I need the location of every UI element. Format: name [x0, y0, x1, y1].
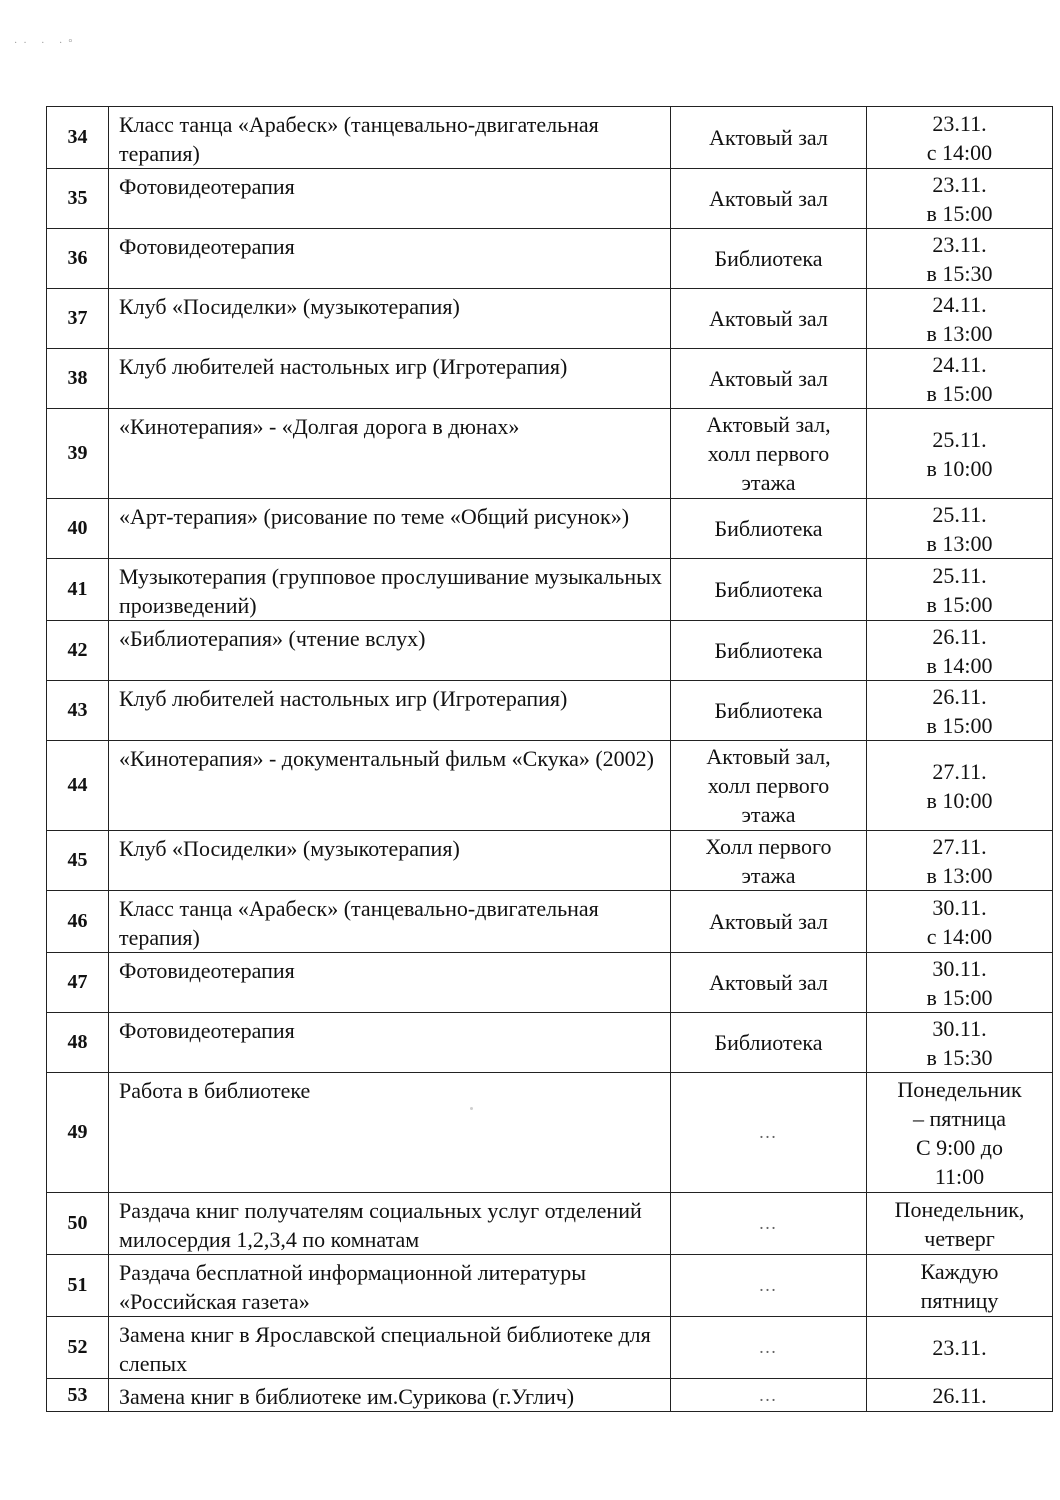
event-place: Библиотека	[671, 229, 867, 289]
event-date: 24.11. в 15:00	[867, 349, 1053, 409]
event-place: Библиотека	[671, 1013, 867, 1073]
event-date: 25.11. в 10:00	[867, 409, 1053, 499]
event-date: 26.11. в 14:00	[867, 621, 1053, 681]
event-place: Актовый зал	[671, 953, 867, 1013]
event-name: Раздача книг получателям социальных услуг отделений милосердия 1,2,3,4 по комнатам	[109, 1193, 671, 1255]
row-number: 39	[47, 409, 109, 499]
event-place: Холл первого этажа	[671, 831, 867, 891]
scan-artifact: ·· · ·°	[14, 38, 79, 49]
row-number: 43	[47, 681, 109, 741]
event-name: Раздача бесплатной информационной литературы «Российская газета»	[109, 1255, 671, 1317]
event-place: …	[671, 1317, 867, 1379]
table-row	[47, 289, 1053, 349]
event-name: Фотовидеотерапия	[109, 1013, 671, 1073]
event-name: «Кинотерапия» - документальный фильм «Скука» (2002)	[109, 741, 671, 831]
table-row	[47, 559, 1053, 621]
event-date: 23.11. в 15:00	[867, 169, 1053, 229]
event-place: Библиотека	[671, 499, 867, 559]
event-name: Клуб «Посиделки» (музыкотерапия)	[109, 289, 671, 349]
event-date: Каждую пятницу	[867, 1255, 1053, 1317]
event-name: Клуб «Посиделки» (музыкотерапия)	[109, 831, 671, 891]
row-number: 42	[47, 621, 109, 681]
table-row	[47, 107, 1053, 169]
event-name: Замена книг в библиотеке им.Сурикова (г.Углич)	[109, 1379, 671, 1412]
event-place: …	[671, 1255, 867, 1317]
event-date: 27.11. в 10:00	[867, 741, 1053, 831]
schedule-table	[46, 106, 1053, 1412]
table-row	[47, 1317, 1053, 1379]
event-name: Фотовидеотерапия	[109, 169, 671, 229]
event-date: 27.11. в 13:00	[867, 831, 1053, 891]
row-number: 35	[47, 169, 109, 229]
event-place: Библиотека	[671, 681, 867, 741]
event-date: 26.11.	[867, 1379, 1053, 1412]
row-number: 52	[47, 1317, 109, 1379]
event-place: Библиотека	[671, 621, 867, 681]
event-place: Актовый зал	[671, 289, 867, 349]
table-row	[47, 1193, 1053, 1255]
table-row	[47, 621, 1053, 681]
event-name: Музыкотерапия (групповое прослушивание музыкальных произведений)	[109, 559, 671, 621]
row-number: 40	[47, 499, 109, 559]
row-number: 46	[47, 891, 109, 953]
row-number: 41	[47, 559, 109, 621]
event-name: «Арт-терапия» (рисование по теме «Общий рисунок»)	[109, 499, 671, 559]
table-row	[47, 891, 1053, 953]
row-number: 34	[47, 107, 109, 169]
table-row	[47, 953, 1053, 1013]
event-place: Библиотека	[671, 559, 867, 621]
event-date: 30.11. в 15:00	[867, 953, 1053, 1013]
table-row	[47, 499, 1053, 559]
event-name: «Кинотерапия» - «Долгая дорога в дюнах»	[109, 409, 671, 499]
event-date: 26.11. в 15:00	[867, 681, 1053, 741]
table-row	[47, 1255, 1053, 1317]
row-number: 36	[47, 229, 109, 289]
table-row	[47, 169, 1053, 229]
event-name: Фотовидеотерапия	[109, 953, 671, 1013]
row-number: 45	[47, 831, 109, 891]
event-name: Фотовидеотерапия	[109, 229, 671, 289]
row-number: 53	[47, 1379, 109, 1412]
table-row	[47, 409, 1053, 499]
table-row	[47, 1379, 1053, 1412]
event-place: Актовый зал	[671, 107, 867, 169]
schedule-body	[47, 107, 1053, 1412]
event-date: 25.11. в 15:00	[867, 559, 1053, 621]
event-place: Актовый зал	[671, 169, 867, 229]
event-name: Класс танца «Арабеск» (танцевально-двигательная терапия)	[109, 891, 671, 953]
event-name: Клуб любителей настольных игр (Игротерапия)	[109, 681, 671, 741]
event-place: …	[671, 1073, 867, 1193]
table-row	[47, 229, 1053, 289]
row-number: 50	[47, 1193, 109, 1255]
row-number: 51	[47, 1255, 109, 1317]
event-place: …	[671, 1193, 867, 1255]
table-row	[47, 1073, 1053, 1193]
event-name: Работа в библиотеке	[109, 1073, 671, 1193]
event-place: Актовый зал	[671, 349, 867, 409]
table-row	[47, 831, 1053, 891]
event-name: Класс танца «Арабеск» (танцевально-двигательная терапия)	[109, 107, 671, 169]
table-row	[47, 349, 1053, 409]
table-row	[47, 741, 1053, 831]
event-date: Понедельник, четверг	[867, 1193, 1053, 1255]
event-place: Актовый зал, холл первого этажа	[671, 741, 867, 831]
event-name: Замена книг в Ярославской специальной библиотеке для слепых	[109, 1317, 671, 1379]
row-number: 48	[47, 1013, 109, 1073]
event-date: 30.11. с 14:00	[867, 891, 1053, 953]
row-number: 49	[47, 1073, 109, 1193]
table-row	[47, 1013, 1053, 1073]
table-row	[47, 681, 1053, 741]
event-name: Клуб любителей настольных игр (Игротерапия)	[109, 349, 671, 409]
event-date: 23.11. с 14:00	[867, 107, 1053, 169]
event-date: 23.11.	[867, 1317, 1053, 1379]
row-number: 44	[47, 741, 109, 831]
event-place: …	[671, 1379, 867, 1412]
row-number: 38	[47, 349, 109, 409]
event-date: 30.11. в 15:30	[867, 1013, 1053, 1073]
event-place: Актовый зал	[671, 891, 867, 953]
event-date: 24.11. в 13:00	[867, 289, 1053, 349]
row-number: 47	[47, 953, 109, 1013]
event-date: Понедельник – пятница С 9:00 до 11:00	[867, 1073, 1053, 1193]
row-number: 37	[47, 289, 109, 349]
event-place: Актовый зал, холл первого этажа	[671, 409, 867, 499]
event-date: 23.11. в 15:30	[867, 229, 1053, 289]
event-name: «Библиотерапия» (чтение вслух)	[109, 621, 671, 681]
event-date: 25.11. в 13:00	[867, 499, 1053, 559]
